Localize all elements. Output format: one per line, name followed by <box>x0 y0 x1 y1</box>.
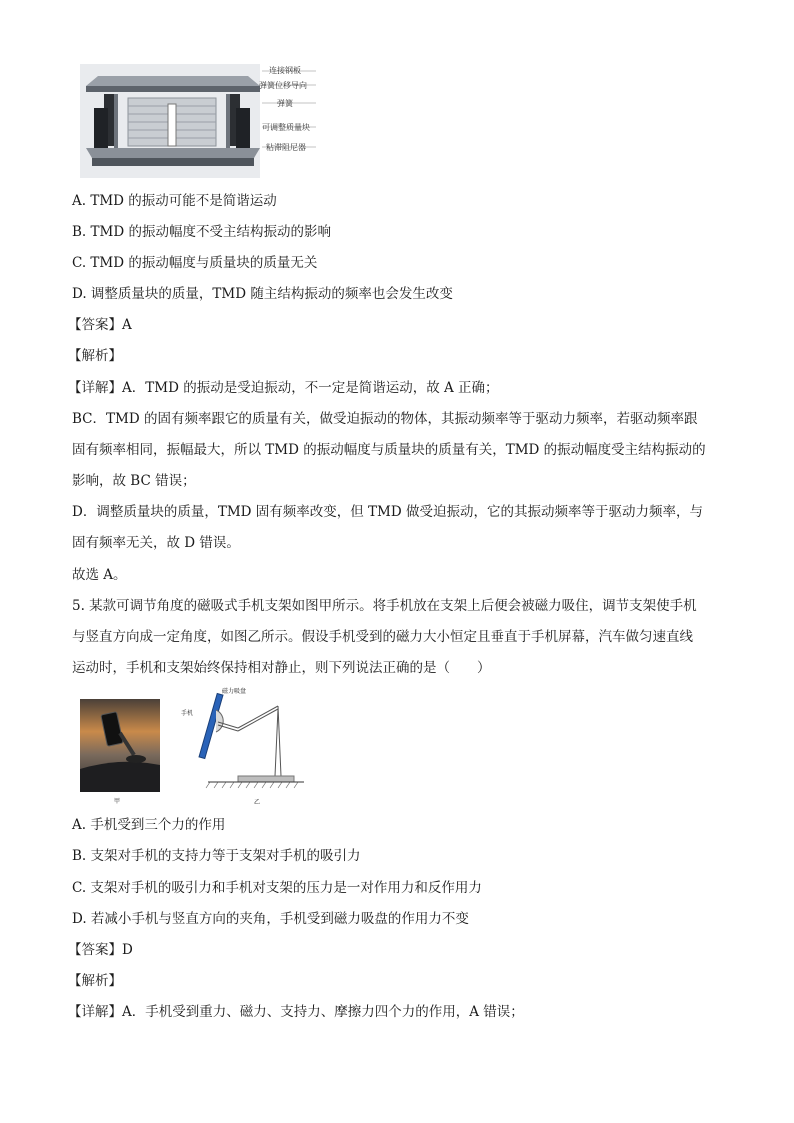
label-connecting-plate: 连接钢板 <box>269 66 301 75</box>
q5-option-a: A. 手机受到三个力的作用 <box>72 817 226 833</box>
q5-detail-line: 【详解】A．手机受到重力、磁力、支持力、摩擦力四个力的作用，A 错误； <box>68 1004 524 1020</box>
q4-option-a: A. TMD 的振动可能不是简谐运动 <box>72 193 277 209</box>
q4-detail-line: 影响，故 BC 错误； <box>72 473 196 489</box>
q5-stem-line: 运动时，手机和支架始终保持相对静止，则下列说法正确的是（ ） <box>72 660 491 676</box>
q4-answer: 【答案】A <box>68 317 132 333</box>
q4-detail-line: 固有频率相同，振幅最大，所以 TMD 的振动幅度与质量块的质量有关，TMD 的振动幅度受主结构振动的 <box>72 442 706 458</box>
q5-answer: 【答案】D <box>68 942 133 958</box>
q4-option-c: C. TMD 的振动幅度与质量块的质量无关 <box>72 255 318 271</box>
q4-detail-line: 固有频率无关，故 D 错误。 <box>72 535 240 551</box>
label-spring: 弹簧 <box>277 99 293 108</box>
label-mass-block: 可调整质量块 <box>262 123 310 132</box>
label-damper: 粘滞阻尼器 <box>266 143 306 152</box>
label-spring-guide: 弹簧位移导向 <box>259 81 307 90</box>
q5-option-c: C. 支架对手机的吸引力和手机对支架的压力是一对作用力和反作用力 <box>72 880 482 896</box>
label-magnetic-suction: 磁力吸盘 <box>222 688 247 695</box>
phone-holder-diagram <box>178 688 310 800</box>
label-phone: 手机 <box>181 710 194 717</box>
q5-stem-line: 与竖直方向成一定角度，如图乙所示。假设手机受到的磁力大小恒定且垂直于手机屏幕，汽车做匀速直线 <box>72 629 693 645</box>
caption-jia: 甲 <box>114 798 121 805</box>
q4-analysis-title: 【解析】 <box>68 348 122 364</box>
q4-detail-line: 【详解】A．TMD 的振动是受迫振动，不一定是简谐运动，故 A 正确； <box>68 380 499 396</box>
q5-option-b: B. 支架对手机的支持力等于支架对手机的吸引力 <box>72 848 361 864</box>
phone-holder-photo <box>80 699 160 792</box>
q4-detail-line: 故选 A。 <box>72 567 127 583</box>
caption-yi: 乙 <box>254 799 261 806</box>
q5-analysis-title: 【解析】 <box>68 973 122 989</box>
q4-option-b: B. TMD 的振动幅度不受主结构振动的影响 <box>72 224 331 240</box>
q5-option-d: D. 若减小手机与竖直方向的夹角，手机受到磁力吸盘的作用力不变 <box>72 911 469 927</box>
q4-detail-line: BC．TMD 的固有频率跟它的质量有关，做受迫振动的物体，其振动频率等于驱动力频率，若驱动频率跟 <box>72 411 698 427</box>
q4-detail-line: D．调整质量块的质量，TMD 固有频率改变，但 TMD 做受迫振动，它的其振动频率等于驱动力频率，与 <box>72 504 703 520</box>
q5-stem-line: 5. 某款可调节角度的磁吸式手机支架如图甲所示。将手机放在支架上后便会被磁力吸住，调节支架使手机 <box>72 598 697 614</box>
q4-option-d: D. 调整质量块的质量，TMD 随主结构振动的频率也会发生改变 <box>72 286 453 302</box>
